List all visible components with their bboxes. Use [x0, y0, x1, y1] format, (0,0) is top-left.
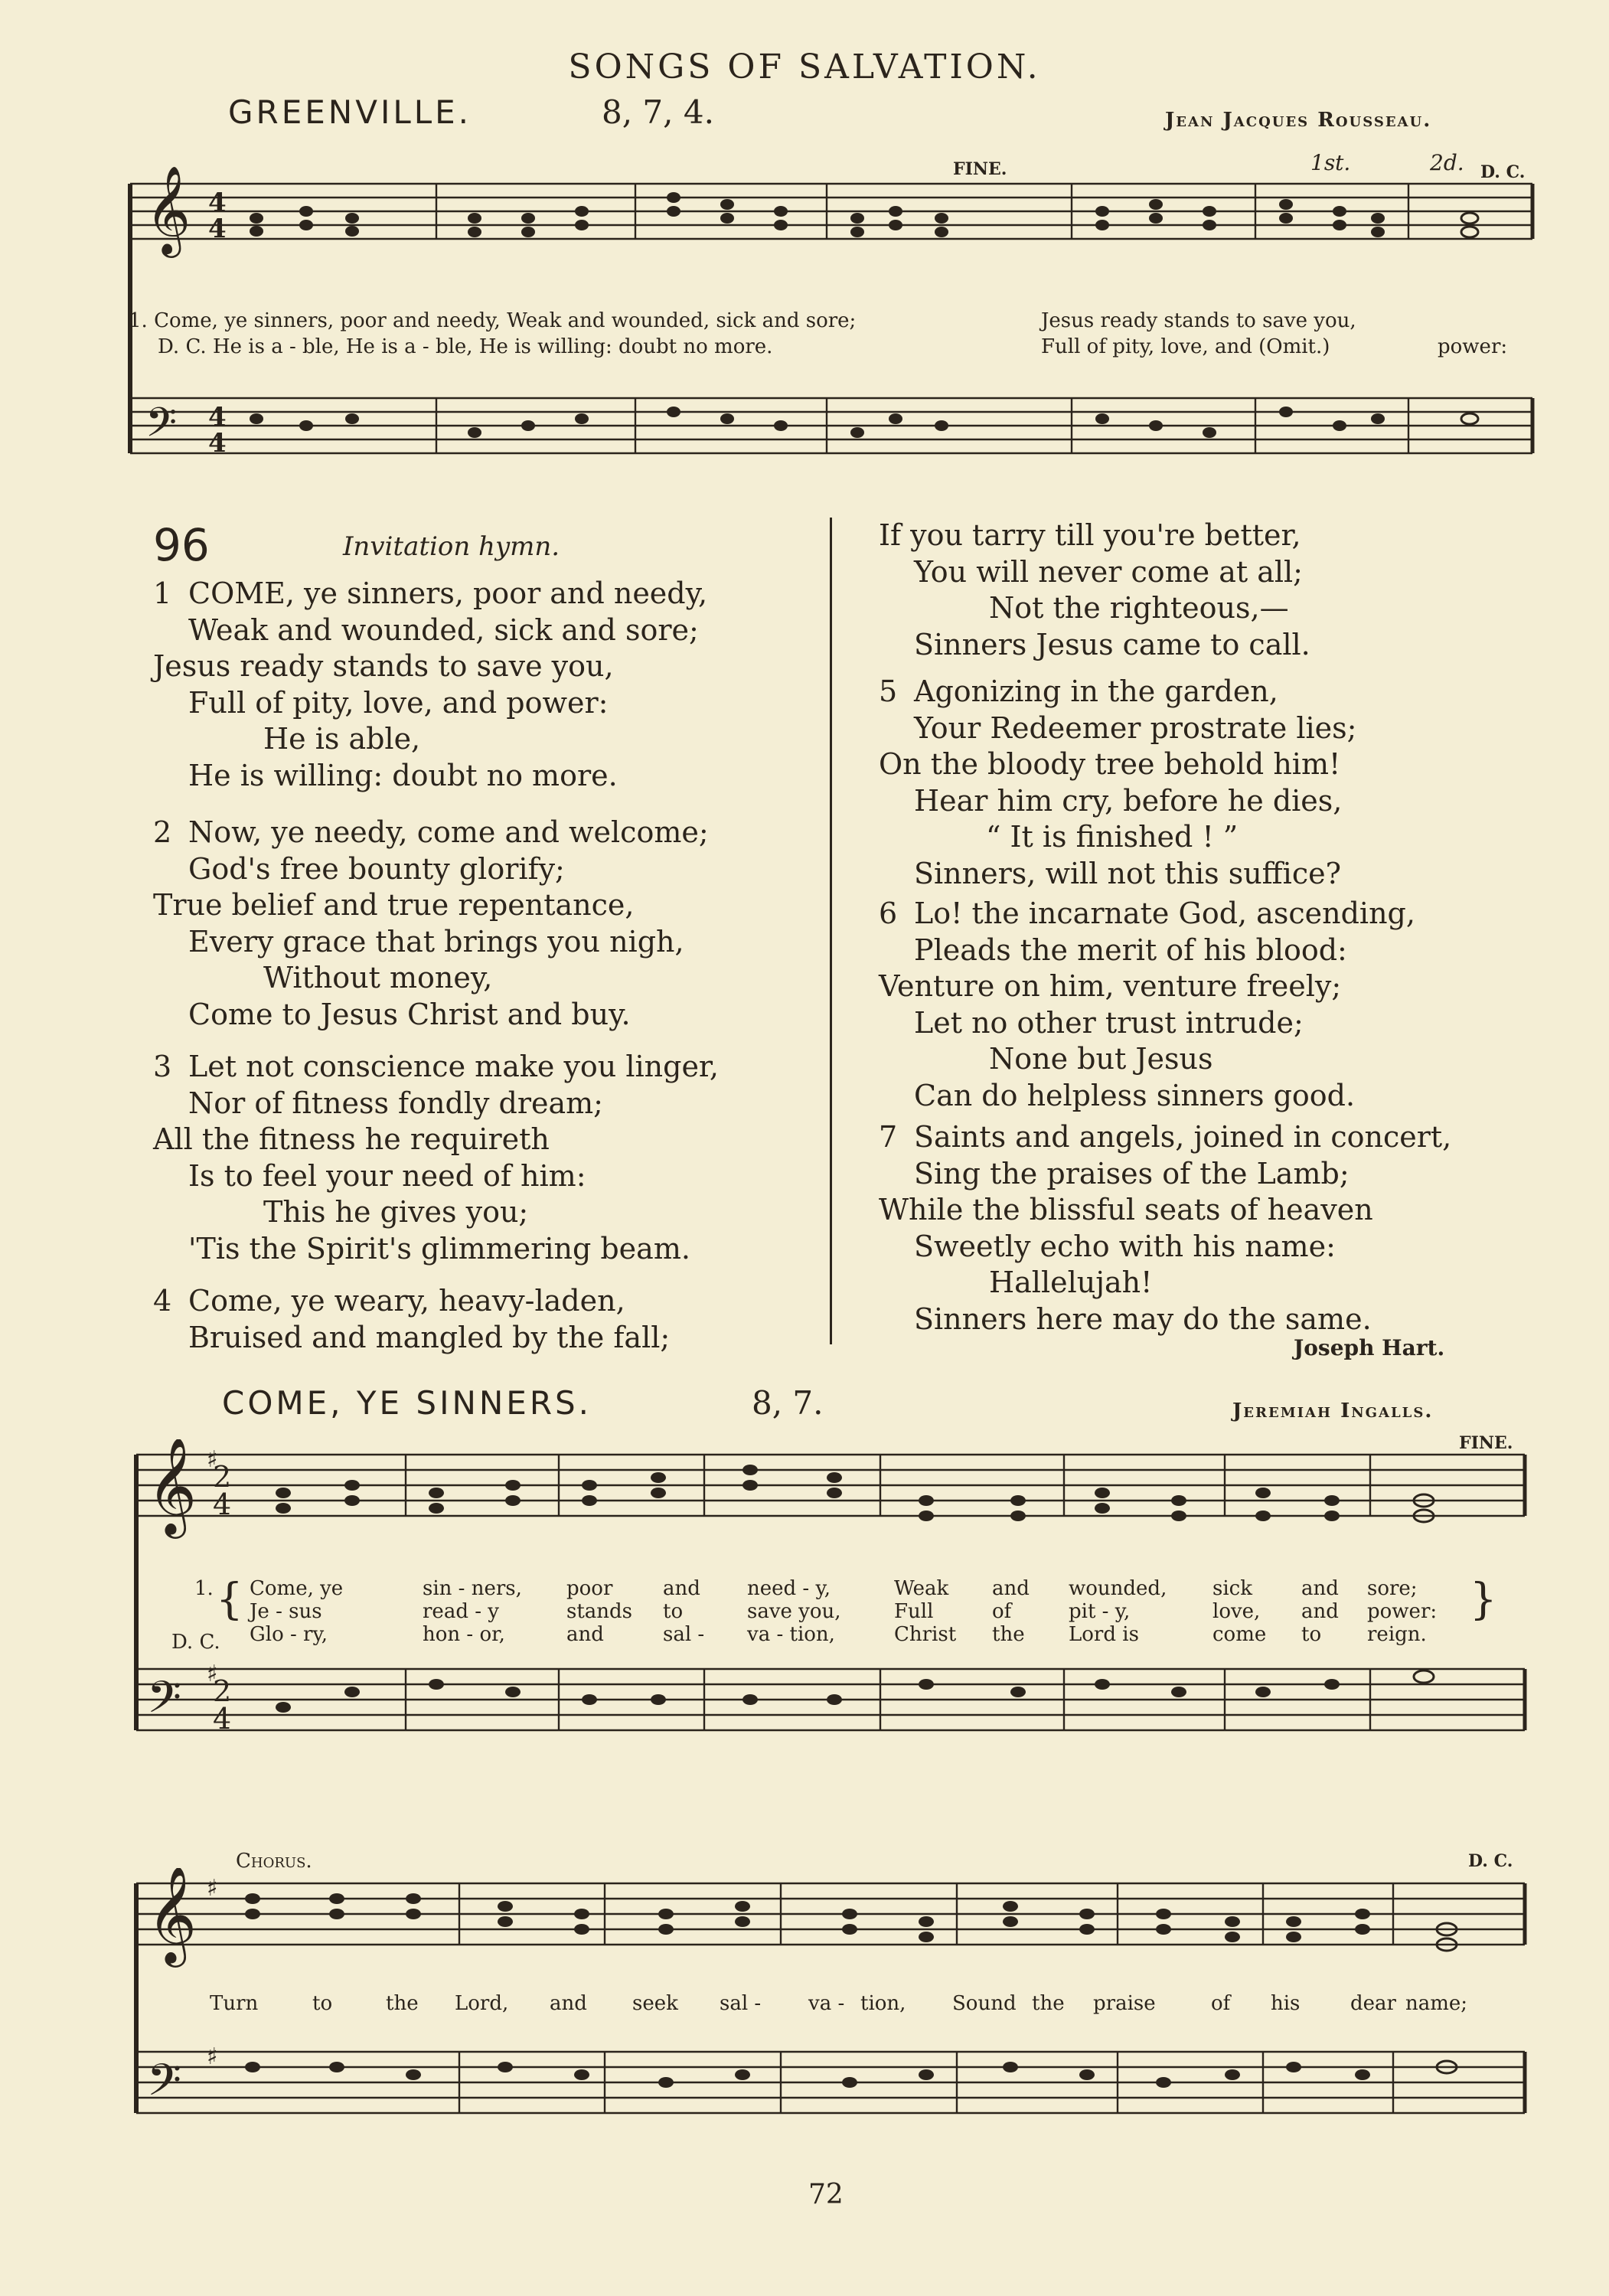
stanza-number: 1 — [153, 576, 172, 610]
greenville-lyric-line-1b: Jesus ready stands to save you, — [1041, 309, 1356, 332]
verse-line: Without money, — [263, 961, 493, 994]
tune-title-come-ye-sinners: COME, YE SINNERS. — [222, 1384, 592, 1422]
chorus-word: tion, — [860, 1992, 906, 2015]
treble-notes — [276, 1465, 1434, 1522]
svg-text:2: 2 — [213, 1674, 232, 1708]
verse-line: This he gives you; — [263, 1195, 529, 1229]
dc-prefix: D. C. — [171, 1631, 220, 1654]
lyric-col-11: sore; power: reign. — [1367, 1577, 1438, 1646]
svg-text:4: 4 — [208, 402, 227, 433]
key-signature-sharp: ♯ — [207, 1875, 218, 1902]
verse-line: Weak and wounded, sick and sore; — [188, 612, 699, 647]
key-signature-sharp: ♯ — [207, 1446, 218, 1473]
hymn-number: 96 — [153, 519, 210, 571]
chorus-word: seek — [632, 1992, 678, 2015]
tune-title-greenville: GREENVILLE. — [228, 93, 472, 131]
chorus-word: Turn — [210, 1992, 259, 2015]
verse-line: Bruised and mangled by the fall; — [188, 1320, 671, 1354]
verse-line: 'Tis the Spirit's glimmering beam. — [188, 1231, 690, 1266]
verse-line: Come, ye weary, heavy-laden, — [188, 1284, 625, 1318]
time-signature-bottom: 4 — [213, 1488, 232, 1521]
treble-clef: 𝄞 — [147, 1868, 197, 1963]
chorus-word: Sound — [952, 1992, 1017, 2015]
treble-staff — [130, 184, 1532, 239]
verse-line: Sinners here may do the same. — [914, 1302, 1372, 1336]
verse-line: Now, ye needy, come and welcome; — [188, 815, 709, 849]
lyric-col-10: and and to — [1301, 1577, 1339, 1646]
stanza-3 — [153, 1049, 719, 1267]
verse-line: He is able, — [263, 722, 421, 756]
verse-line: Sing the praises of the Lamb; — [914, 1156, 1350, 1190]
running-header: SONGS OF SALVATION. — [568, 47, 1041, 87]
verse-line: Come to Jesus Christ and buy. — [188, 997, 631, 1031]
lyric-col-8: wounded, pit - y, Lord is — [1069, 1577, 1167, 1646]
chorus-word: praise — [1093, 1992, 1156, 2015]
stanza-number: 3 — [153, 1050, 172, 1083]
greenville-lyric-line-2a: D. C. He is a - ble, He is a - ble, He is willing: doubt no more. — [158, 335, 773, 358]
verse-number: 1. — [194, 1577, 214, 1600]
chorus-label: Chorus. — [236, 1850, 312, 1873]
verse-line: Is to feel your need of him: — [188, 1158, 586, 1193]
verse-line: He is willing: doubt no more. — [188, 758, 618, 792]
chorus-word: sal - — [720, 1992, 762, 2015]
svg-text:4: 4 — [208, 428, 227, 459]
dc-mark-2: D. C. — [1468, 1851, 1513, 1871]
verse-line: All the fitness he requireth — [153, 1122, 550, 1156]
treble-notes — [250, 192, 1478, 237]
verse-line: Pleads the merit of his blood: — [914, 932, 1347, 967]
bass-clef: 𝄢 — [145, 400, 178, 456]
chorus-word: the — [1032, 1992, 1065, 2015]
treble-notes — [245, 1893, 1457, 1951]
bass-clef: 𝄢 — [147, 1671, 182, 1734]
verse-line: You will never come at all; — [914, 554, 1303, 589]
verse-line: If you tarry till you're better, — [879, 518, 1301, 552]
verse-line: True belief and true repentance, — [153, 888, 635, 922]
stanza-number: 5 — [879, 674, 898, 708]
verse-line: Agonizing in the garden, — [914, 674, 1278, 708]
verse-line: Nor of fitness fondly dream; — [188, 1086, 603, 1120]
bass-staff — [130, 398, 1532, 453]
fine-mark: FINE. — [953, 159, 1007, 179]
lyric-col-2: sin - ners, read - y hon - or, — [423, 1577, 522, 1646]
bass-notes — [276, 1671, 1434, 1713]
stanza-number: 2 — [153, 815, 172, 849]
stanza-7 — [879, 1119, 1451, 1337]
verse-line: None but Jesus — [989, 1042, 1213, 1076]
greenville-lyric-line-1a: 1. Come, ye sinners, poor and needy, Weak and wounded, sick and sore; — [129, 309, 857, 332]
verse-line: Let not conscience make you linger, — [188, 1050, 719, 1083]
verse-brace-right: } — [1470, 1575, 1497, 1625]
stanza-4 — [153, 1283, 670, 1356]
verse-brace-left: { — [216, 1575, 243, 1625]
composer-ingalls: Jeremiah Ingalls. — [1232, 1399, 1434, 1422]
verse-line: Hear him cry, before he dies, — [914, 783, 1343, 818]
verse-line: Your Redeemer prostrate lies; — [914, 710, 1357, 745]
verse-line: Full of pity, love, and power: — [188, 685, 609, 720]
verse-line: While the blissful seats of heaven — [879, 1193, 1373, 1226]
verse-line: Hallelujah! — [989, 1266, 1153, 1299]
fine-mark-2: FINE. — [1459, 1433, 1513, 1453]
treble-clef: 𝄞 — [145, 165, 191, 254]
lyric-col-3: poor stands and — [566, 1577, 633, 1646]
time-signature-top: 4 — [208, 188, 227, 218]
composer-rousseau: Jean Jacques Rousseau. — [1165, 109, 1432, 132]
svg-text:♯: ♯ — [207, 1661, 218, 1687]
treble-staff — [136, 1883, 1525, 1945]
chorus-word: va - — [808, 1992, 845, 2015]
stanza-number: 6 — [879, 897, 898, 930]
verse-line: Not the righteous,— — [989, 591, 1289, 625]
treble-clef: 𝄞 — [147, 1439, 197, 1534]
hymn-subtitle: Invitation hymn. — [343, 531, 560, 562]
tune-meter-greenville: 8, 7, 4. — [602, 93, 714, 131]
lyric-col-4: and to sal - — [663, 1577, 705, 1646]
verse-line: On the bloody tree behold him! — [879, 747, 1341, 781]
chorus-word: the — [386, 1992, 419, 2015]
time-signature-bottom: 4 — [208, 214, 227, 244]
chorus-word: and — [550, 1992, 587, 2015]
chorus-word: to — [312, 1992, 333, 2015]
verse-line: God's free bounty glorify; — [188, 851, 565, 886]
chorus-word: of — [1211, 1992, 1231, 2015]
lyric-col-7: and of the — [992, 1577, 1030, 1646]
verse-line: Sweetly echo with his name: — [914, 1229, 1336, 1263]
greenville-lyric-tail: power: — [1438, 335, 1508, 358]
verse-line: Can do helpless sinners good. — [914, 1078, 1356, 1112]
lyric-col-9: sick love, come — [1212, 1577, 1267, 1646]
first-ending-mark: 1st. — [1310, 150, 1351, 175]
chorus-word: name; — [1405, 1992, 1468, 2015]
greenville-lyric-line-2b: Full of pity, love, and (Omit.) — [1041, 335, 1330, 358]
bass-clef: 𝄢 — [147, 2054, 182, 2117]
verse-line: Venture on him, venture freely; — [879, 969, 1342, 1003]
verse-line: Every grace that brings you nigh, — [188, 924, 684, 959]
page-number: 72 — [808, 2179, 844, 2210]
stanza-2 — [153, 815, 709, 1033]
chorus-word: his — [1271, 1992, 1301, 2015]
lyric-col-1: Come, ye Je - sus Glo - ry, — [250, 1577, 344, 1646]
chorus-word: dear — [1350, 1992, 1396, 2015]
stanza-1 — [153, 576, 707, 794]
lyric-col-5: need - y, save you, va - tion, — [747, 1577, 841, 1646]
verse-line: Jesus ready stands to save you, — [153, 649, 614, 683]
bass-staff — [136, 2052, 1525, 2113]
verse-line: Sinners, will not this suffice? — [914, 856, 1341, 890]
verse-line: Lo! the incarnate God, ascending, — [914, 897, 1415, 930]
bass-notes — [245, 2061, 1457, 2088]
stanza-number: 4 — [153, 1284, 172, 1318]
stanza-5 — [879, 674, 1356, 892]
svg-text:♯: ♯ — [207, 2043, 218, 2070]
second-ending-mark: 2d. — [1430, 150, 1464, 175]
stanza-4-cont — [879, 518, 1310, 663]
hymn-author: Joseph Hart. — [1294, 1335, 1445, 1360]
tune-meter-come-ye-sinners: 8, 7. — [752, 1384, 824, 1422]
verse-line: COME, ye sinners, poor and needy, — [188, 576, 708, 610]
time-signature-top: 2 — [213, 1460, 232, 1494]
verse-line: Sinners Jesus came to call. — [914, 627, 1310, 661]
verse-line: Saints and angels, joined in concert, — [914, 1120, 1452, 1154]
svg-text:4: 4 — [213, 1702, 232, 1736]
dc-mark: D. C. — [1480, 162, 1526, 182]
verse-line: Let no other trust intrude; — [914, 1005, 1304, 1040]
verse-line: “ It is finished ! ” — [986, 820, 1239, 854]
column-divider — [830, 518, 832, 1344]
stanza-number: 7 — [879, 1120, 898, 1154]
lyric-col-6: Weak Full Christ — [894, 1577, 957, 1646]
stanza-6 — [879, 896, 1415, 1114]
chorus-word: Lord, — [455, 1992, 509, 2015]
